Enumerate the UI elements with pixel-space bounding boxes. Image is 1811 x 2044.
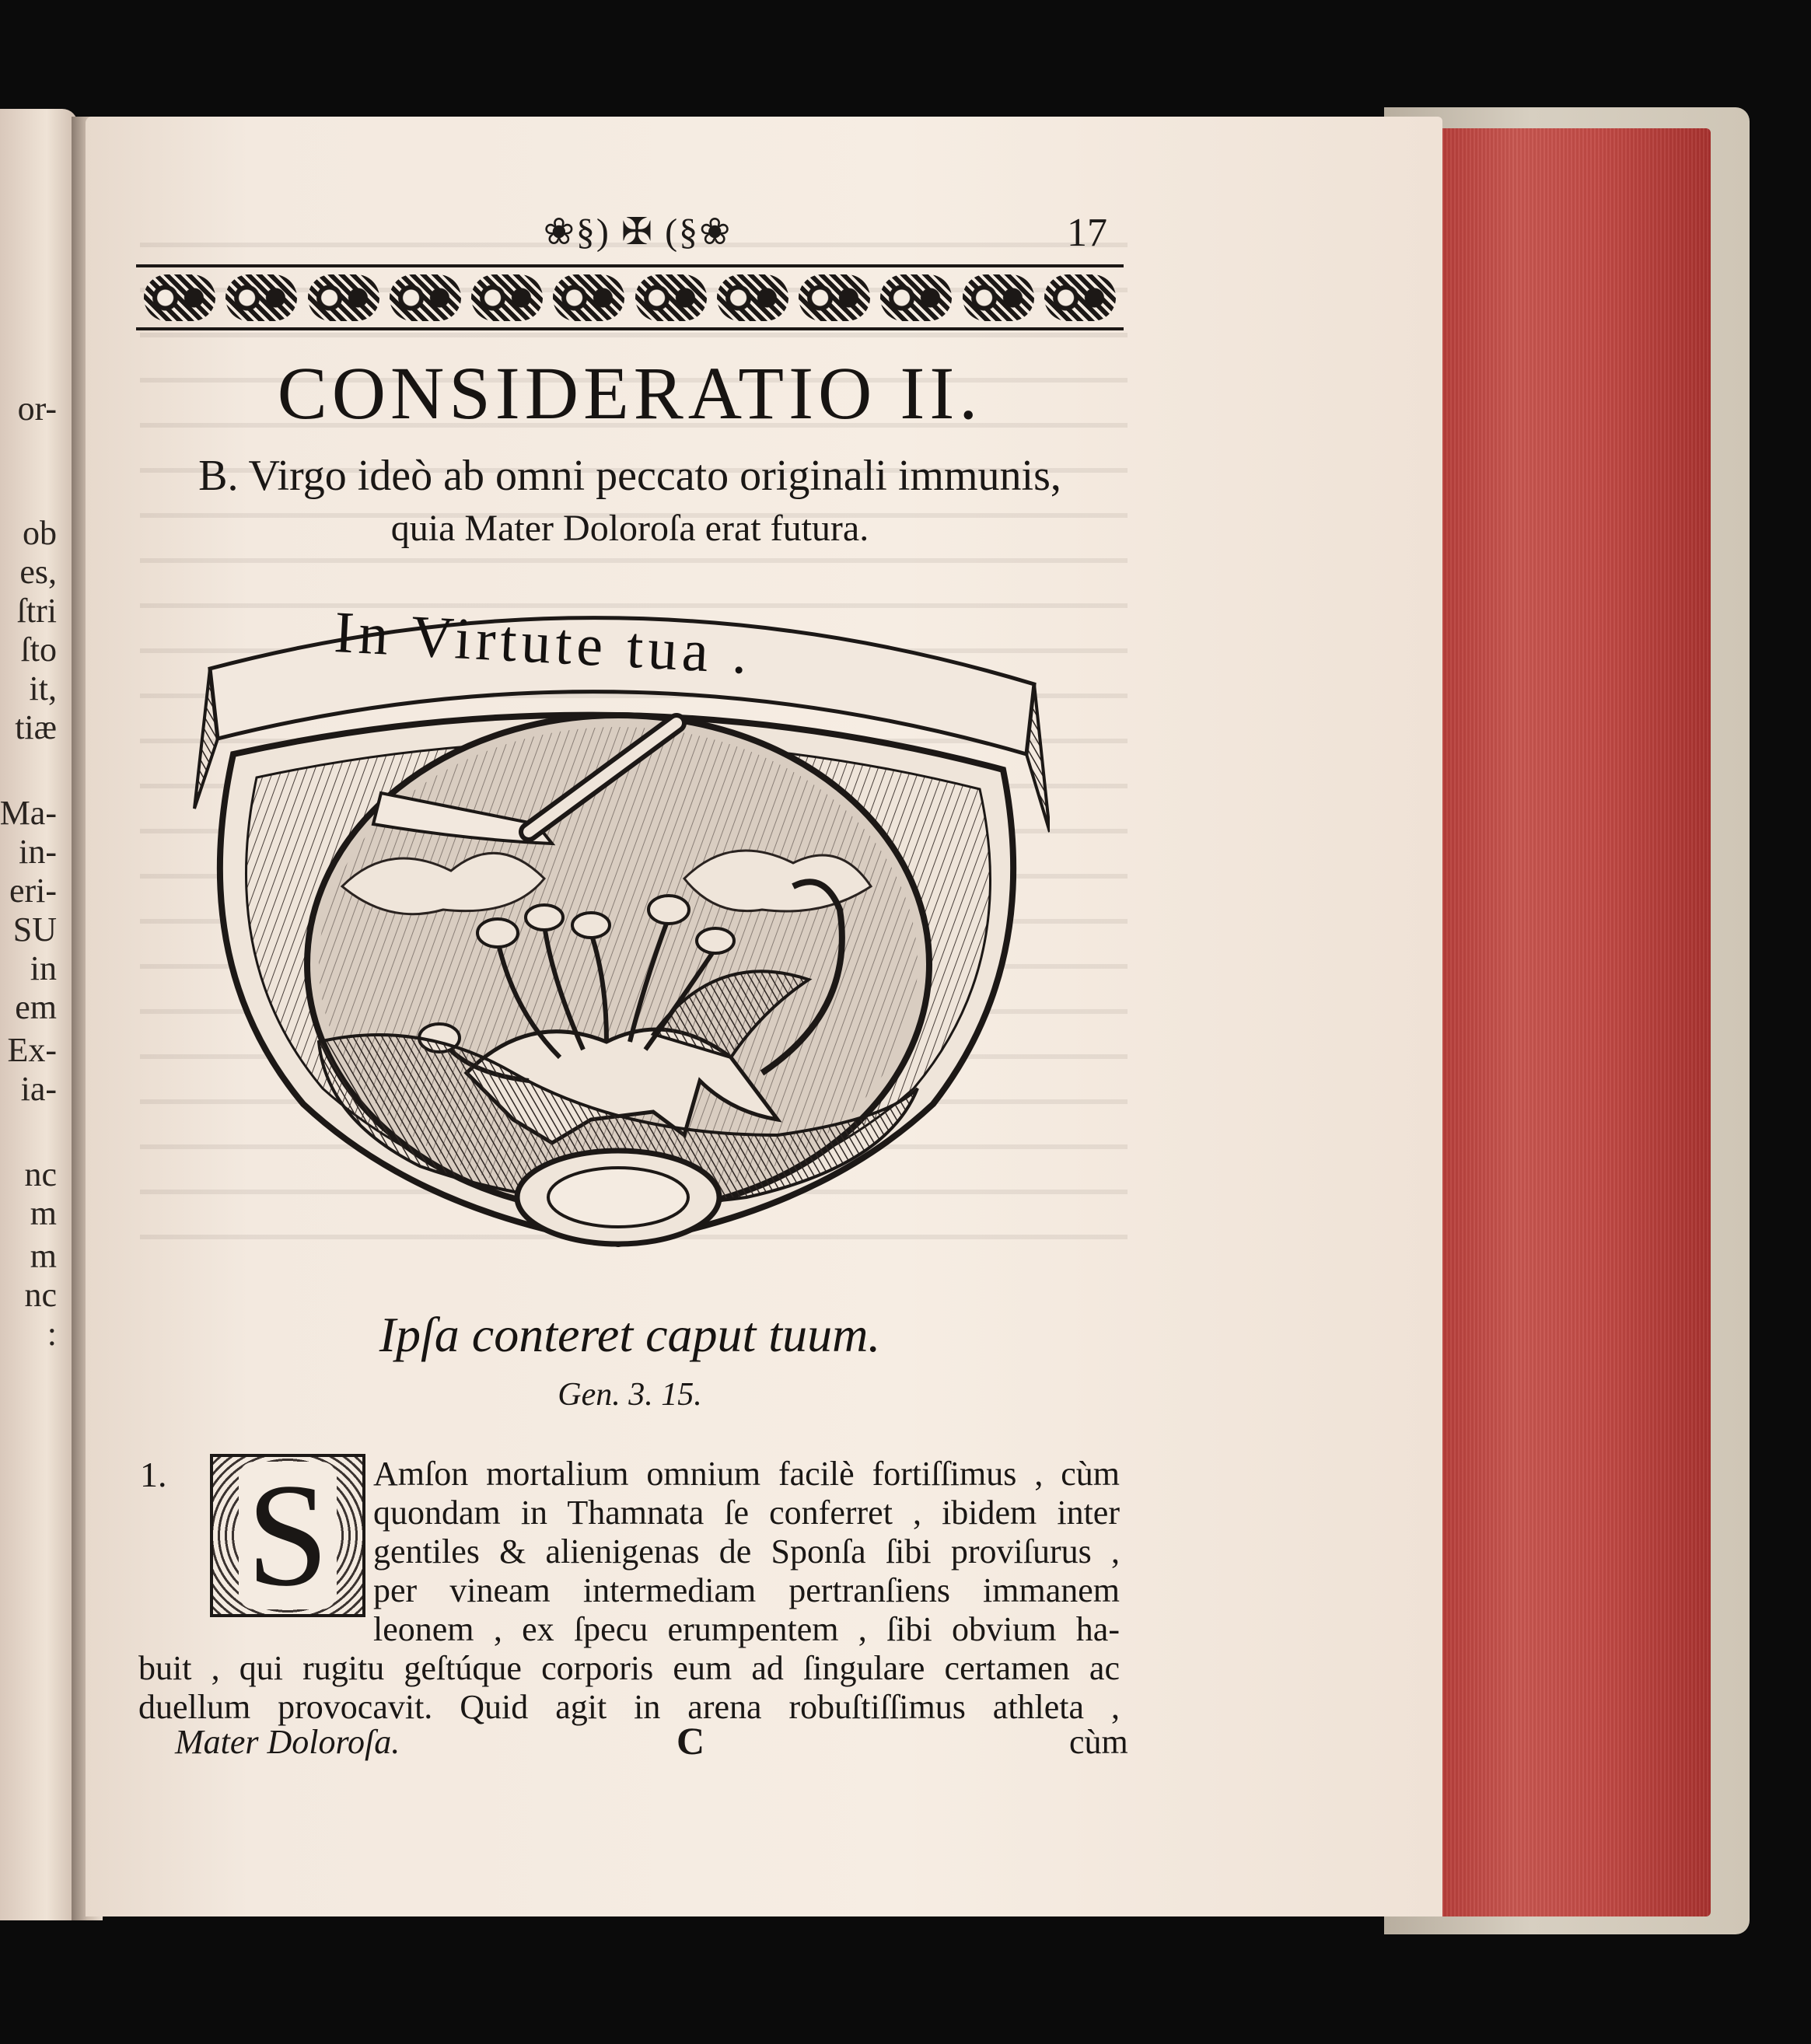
left-fragment: Ma- xyxy=(0,794,57,832)
left-fragment: tiæ xyxy=(15,708,57,746)
footer-signature: Mater Doloroſa. xyxy=(175,1723,400,1761)
left-fragment: in xyxy=(30,949,57,987)
left-fragment: SU xyxy=(12,910,57,949)
left-fragment: it, xyxy=(29,669,57,708)
scripture-reference: Gen. 3. 15. xyxy=(558,1377,702,1413)
page-title: CONSIDERATIO II. xyxy=(277,351,983,435)
left-fragment: m xyxy=(30,1194,57,1232)
body-line: leonem , ex ſpecu erumpentem , ſibi obvium ha- xyxy=(373,1610,1120,1648)
catchword: cùm xyxy=(1069,1723,1128,1761)
ornament-flower-icon xyxy=(635,274,707,321)
left-fragment: : xyxy=(47,1315,57,1353)
left-fragment: es, xyxy=(19,553,57,591)
drop-cap-letter: S xyxy=(239,1462,337,1609)
left-fragment: in- xyxy=(19,833,57,871)
left-fragment: eri- xyxy=(9,872,57,910)
ornament-flower-icon xyxy=(308,274,379,321)
ornament-band xyxy=(136,264,1124,330)
drop-cap xyxy=(210,1454,365,1617)
left-fragment: ia- xyxy=(20,1070,57,1108)
body-line: quondam in Thamnata ſe conferret , ibidem inter xyxy=(373,1494,1120,1532)
body-line: per vineam intermediam pertranſiens immanem xyxy=(373,1571,1120,1609)
subtitle-line-2: quia Mater Doloroſa erat futura. xyxy=(390,508,869,549)
left-fragment: ſtri xyxy=(16,592,57,630)
body-line: Amſon mortalium omnium facilè fortiſſimus , cùm xyxy=(373,1455,1120,1493)
ornament-flower-icon xyxy=(553,274,624,321)
ornament-flower-icon xyxy=(717,274,788,321)
left-fragment: ſto xyxy=(20,631,57,669)
emblem-caption: Ipſa conteret caput tuum. xyxy=(379,1307,881,1362)
left-fragment: or- xyxy=(17,390,57,428)
ornament-flower-icon xyxy=(799,274,870,321)
ornament-flower-icon xyxy=(1044,274,1116,321)
left-fragment: nc xyxy=(24,1276,57,1314)
ornament-flower-icon xyxy=(963,274,1034,321)
ornament-flower-icon xyxy=(880,274,952,321)
ornament-flower-icon xyxy=(144,274,215,321)
signature-mark: C xyxy=(677,1719,705,1763)
left-fragment: ob xyxy=(23,514,57,552)
red-page-edges xyxy=(1431,128,1711,1916)
left-page xyxy=(0,109,78,1920)
ornament-flower-icon xyxy=(390,274,461,321)
left-fragment: Ex- xyxy=(7,1031,57,1069)
emblem-motto: In Virtute tua . xyxy=(332,599,753,687)
left-fragment: m xyxy=(30,1237,57,1275)
ornament-flower-icon xyxy=(471,274,543,321)
ornament-flower-icon xyxy=(226,274,297,321)
paragraph-number: 1. xyxy=(140,1455,167,1494)
body-line: gentiles & alienigenas de Sponſa ſibi proviſurus , xyxy=(373,1532,1120,1571)
running-head: ❀§) ✠ (§❀ xyxy=(543,211,732,253)
subtitle-line-1: B. Virgo ideò ab omni peccato originali immunis, xyxy=(198,452,1061,500)
left-fragment: em xyxy=(15,988,57,1026)
body-line: duellum provocavit. Quid agit in arena robuſtiſſimus athleta , xyxy=(138,1688,1120,1726)
body-line: buit , qui rugitu geſtúque corporis eum ad ſingulare certamen ac xyxy=(138,1649,1120,1687)
page-number: 17 xyxy=(1067,211,1107,255)
left-fragment: nc xyxy=(24,1155,57,1193)
